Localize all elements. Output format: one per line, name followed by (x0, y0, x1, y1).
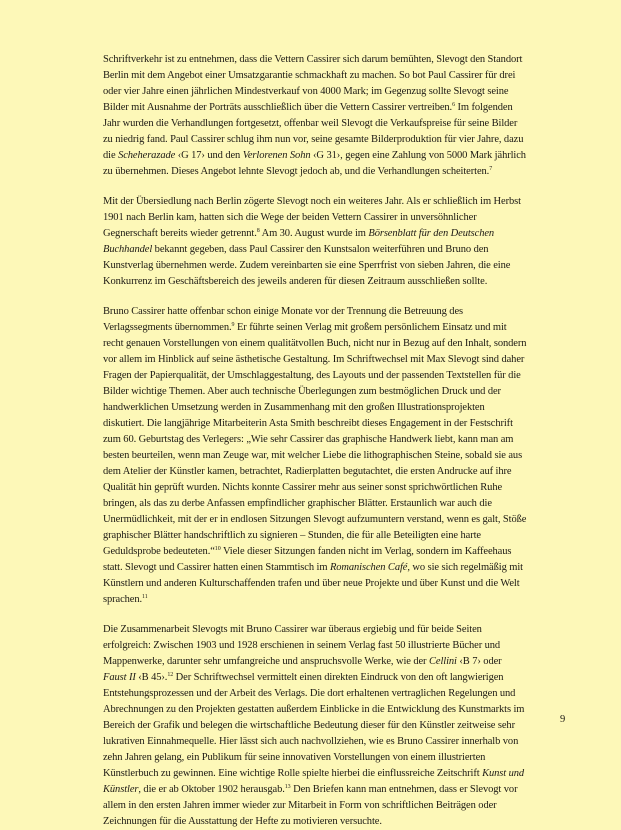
text-run: ‹G 17› und den (175, 150, 243, 161)
text-run: Am 30. August wurde im (259, 228, 369, 239)
footnote-ref: 9 (231, 322, 235, 328)
italic-title: Verlorenen Sohn (242, 150, 311, 161)
italic-title: Börsenblatt für den Deutschen Buchhandel (103, 228, 495, 255)
text-run: Im folgenden Jahr wurden die Verhandlungen fortgesetzt, offenbar weil Slevogt die Verkaufspreise für seine Bilder zu niedrig fand. Paul Cassirer schlug ihm nun vor, seine gesamte Bilderproduktion für vier Jahre, dazu die (103, 102, 524, 161)
text-run: Viele dieser Sitzungen fanden nicht im Verlag, sondern im Kaffeehaus statt. Slevogt und Cassirer hatten einen Stammtisch im (103, 546, 512, 573)
text-run: Schriftverkehr ist zu entnehmen, dass die Vettern Cassirer sich darum bemühten, Slevogt den Standort Berlin mit dem Angebot einer Umsatzgarantie schmackhaft zu machen. So bot Paul Cassirer für drei oder vier Jahre einen jährlichen Mindestverkauf von 4000 Mark; im Gegenzug sollte Slevogt seine Bilder mit Ausnahme der Porträts ausschließlich über die Vettern Cassirer vertreiben. (103, 54, 523, 113)
italic-title: Romanischen Café (329, 562, 408, 573)
paragraph-3 (103, 304, 527, 608)
footnote-ref: 13 (284, 784, 291, 790)
text-run: ‹B 7› oder (456, 656, 502, 667)
italic-title: Faust II (103, 672, 136, 683)
text-run: Er führte seinen Verlag mit großem persönlichem Einsatz und mit recht genauen Vorstellungen von einem qualitätvollen Buch, nicht nur in Bezug auf den Inhalt, sondern vor allem im Hinblick auf seine ästhetische Gestaltung. Im Schriftwechsel mit Max Slevogt sind daher Fragen der Papierqualität, der Umschlaggestaltung, des Layouts und der passenden Textstellen für die Bilder wichtige Themen. Aber auch technische Überlegungen zum bestmöglichen Druck und der handwerklichen Umsetzung werden in Zusammenhang mit den großen Illustrationsprojekten diskutiert. Die langjährige Mitarbeiterin Asta Smith beschreibt dieses Engagement in der Festschrift zum 60. Geburtstag des Verlegers: „Wie sehr Cassirer das graphische Handwerk liebt, kann man am besten beurteilen, wenn man Zeuge war, mit welcher Liebe die lithographischen Steine, sobald sie aus dem Atelier der Künstler kamen, betrachtet, Radierplatten begutachtet, die ersten Andrucke auf ihre Qualität hin geprüft wurden. Nichts konnte Cassirer mehr aus seiner sonst sprichwörtlichen Ruhe bringen, als das zu derbe Anfassen empfindlicher graphischer Blätter. Erstaunlich war auch die Unermüdlichkeit, mit der er in endlosen Sitzungen Slevogt aufzumuntern verstand, wenn es galt, Stöße graphischer Blätter handschriftlich zu signieren – Stunden, die für alle Beteiligten eine harte Geduldsprobe bedeuteten.“ (103, 322, 527, 557)
text-run: Bruno Cassirer hatte offenbar schon einige Monate vor der Trennung die Betreuung des Verlagssegments übernommen. (103, 306, 463, 333)
paragraph-4 (103, 622, 527, 830)
italic-title: Scheherazade (118, 150, 176, 161)
text-run: Mit der Übersiedlung nach Berlin zögerte Slevogt noch ein weiteres Jahr. Als er schließlich im Herbst 1901 nach Berlin kam, hatten sich die Wege der beiden Vettern Cassirer in unversöhnlicher Gegnerschaft bereits wieder getrennt. (103, 196, 521, 239)
footnote-ref: 8 (256, 228, 260, 234)
text-run: Der Schriftwechsel vermittelt einen direkten Eindruck von den oft langwierigen Entstehungsprozessen und der Arbeit des Verlags. Die dort erhaltenen vertraglichen Regelungen und Abrechnungen zu den Projekten gestatten außerdem Einblicke in die Entwicklung des Kunstmarkts im Bereich der Grafik und belegen die wirtschaftliche Bedeutung dieser für den Künstler zeitweise sehr lukrativen Einnahmequelle. Hier lässt sich auch nachvollziehen, wie es Bruno Cassirer innerhalb von zehn Jahren gelang, ein Publikum für seine innovativen Vorstellungen von einem illustrierten Künstlerbuch zu gewinnen. Eine wichtige Rolle spielte hierbei die einflussreiche Zeitschrift (103, 672, 525, 779)
text-run: Den Briefen kann man entnehmen, dass er Slevogt vor allem in den ersten Jahren immer wieder zur Mitarbeit in Form von schriftlichen Beiträgen oder Zeichnungen für die Ausstattung der Hefte zu motivieren versuchte. (103, 784, 518, 827)
text-run: ‹B 45›. (135, 672, 168, 683)
text-run: , wo sie sich regelmäßig mit Künstlern und anderen Kulturschaffenden trafen und über neue Projekte und über Kunst und die Welt sprachen. (103, 562, 523, 605)
footnote-ref: 7 (489, 166, 493, 172)
italic-title: Cellini (428, 656, 457, 667)
footnote-ref: 12 (167, 672, 174, 678)
italic-title: Kunst und Künstler (103, 768, 525, 795)
paragraph-2 (103, 194, 527, 290)
body-text (103, 52, 527, 830)
footnote-ref: 11 (142, 594, 148, 600)
footnote-ref: 6 (452, 102, 455, 108)
text-run: , die er ab Oktober 1902 herausgab. (138, 784, 285, 795)
text-run: ‹G 31›, gegen eine Zahlung von 5000 Mark jährlich zu übernehmen. Dieses Angebot lehnte Slevogt jedoch ab, und die Verhandlungen scheiterten. (103, 150, 526, 177)
paragraph-1 (103, 52, 527, 180)
text-run: Die Zusammenarbeit Slevogts mit Bruno Cassirer war überaus ergiebig und für beide Seiten erfolgreich: Zwischen 1903 und 1928 erschienen in seinem Verlag fast 50 illustrierte Bücher und Mappenwerke, darunter sehr umfangreiche und anspruchsvolle Werke, wie der (103, 624, 501, 667)
page-number: 9 (560, 714, 566, 725)
footnote-ref: 10 (214, 546, 221, 552)
text-run: bekannt gegeben, dass Paul Cassirer den Kunstsalon weiterführen und Bruno den Kunstverlag übernehmen werde. Zudem vereinbarten sie eine Sperrfrist von sieben Jahren, die eine Konkurrenz im Geschäftsbereich des jeweils anderen für diesen Zeitraum ausschließen sollte. (103, 244, 511, 287)
